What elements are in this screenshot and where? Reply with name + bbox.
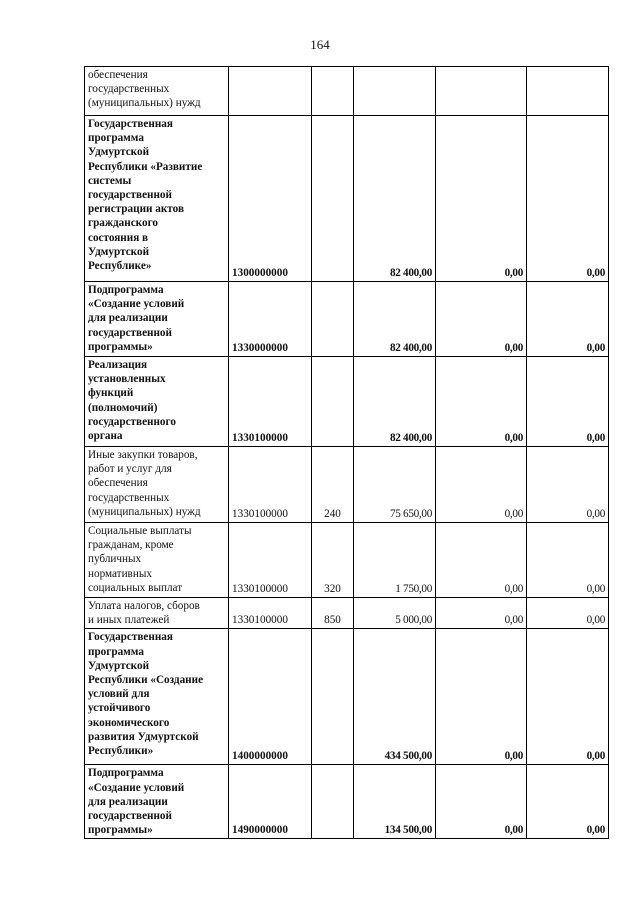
amount-2-cell: 0,00 [436, 447, 527, 523]
target-code-cell: 1330000000 [229, 282, 312, 357]
row-name-cell: Государственная программа Удмуртской Республики «Создание условий для устойчивого экономического развития Удмуртской Республики» [85, 629, 229, 765]
amount-1-cell: 5 000,00 [354, 598, 436, 629]
target-code-cell [229, 67, 312, 116]
amount-1-cell: 82 400,00 [354, 116, 436, 282]
row-name-cell: обеспечения государственных (муниципальных) нужд [85, 67, 229, 116]
expense-type-cell [312, 282, 354, 357]
expense-type-cell [312, 357, 354, 447]
amount-3-cell: 0,00 [527, 629, 609, 765]
amount-3-cell [527, 67, 609, 116]
expense-type-cell: 850 [312, 598, 354, 629]
table-row [85, 629, 609, 765]
amount-3-cell: 0,00 [527, 765, 609, 839]
row-name-cell: Государственная программа Удмуртской Республики «Развитие системы государственной регистрации актов гражданского состояния в Удмуртской Республике» [85, 116, 229, 282]
amount-3-cell: 0,00 [527, 598, 609, 629]
table-row [85, 523, 609, 598]
amount-2-cell: 0,00 [436, 523, 527, 598]
expense-type-cell: 240 [312, 447, 354, 523]
amount-2-cell: 0,00 [436, 282, 527, 357]
row-name-cell: Реализация установленных функций (полномочий) государственного органа [85, 357, 229, 447]
amount-2-cell: 0,00 [436, 357, 527, 447]
amount-2-cell [436, 67, 527, 116]
target-code-cell: 1330100000 [229, 447, 312, 523]
amount-2-cell: 0,00 [436, 629, 527, 765]
amount-3-cell: 0,00 [527, 116, 609, 282]
target-code-cell: 1300000000 [229, 116, 312, 282]
amount-1-cell: 134 500,00 [354, 765, 436, 839]
expense-type-cell [312, 67, 354, 116]
table-row [85, 447, 609, 523]
target-code-cell: 1330100000 [229, 357, 312, 447]
expense-type-cell: 320 [312, 523, 354, 598]
amount-2-cell: 0,00 [436, 116, 527, 282]
amount-1-cell: 82 400,00 [354, 282, 436, 357]
expense-type-cell [312, 629, 354, 765]
amount-3-cell: 0,00 [527, 282, 609, 357]
target-code-cell: 1330100000 [229, 598, 312, 629]
amount-3-cell: 0,00 [527, 447, 609, 523]
table-row [85, 282, 609, 357]
amount-3-cell: 0,00 [527, 357, 609, 447]
amount-1-cell [354, 67, 436, 116]
amount-1-cell: 434 500,00 [354, 629, 436, 765]
row-name-cell: Уплата налогов, сборов и иных платежей [85, 598, 229, 629]
table-row [85, 598, 609, 629]
row-name-cell: Иные закупки товаров, работ и услуг для обеспечения государственных (муниципальных) нужд [85, 447, 229, 523]
amount-3-cell: 0,00 [527, 523, 609, 598]
expense-type-cell [312, 765, 354, 839]
table-body [85, 67, 609, 839]
table-row [85, 357, 609, 447]
amount-2-cell: 0,00 [436, 598, 527, 629]
amount-1-cell: 75 650,00 [354, 447, 436, 523]
target-code-cell: 1330100000 [229, 523, 312, 598]
target-code-cell: 1490000000 [229, 765, 312, 839]
page-number: 164 [310, 37, 330, 52]
amount-2-cell: 0,00 [436, 765, 527, 839]
amount-1-cell: 82 400,00 [354, 357, 436, 447]
row-name-cell: Подпрограмма «Создание условий для реализации государственной программы» [85, 765, 229, 839]
table-row [85, 116, 609, 282]
expense-type-cell [312, 116, 354, 282]
budget-table [84, 66, 609, 839]
row-name-cell: Подпрограмма «Создание условий для реализации государственной программы» [85, 282, 229, 357]
table-row [85, 765, 609, 839]
table-row [85, 67, 609, 116]
row-name-cell: Социальные выплаты гражданам, кроме публичных нормативных социальных выплат [85, 523, 229, 598]
target-code-cell: 1400000000 [229, 629, 312, 765]
amount-1-cell: 1 750,00 [354, 523, 436, 598]
